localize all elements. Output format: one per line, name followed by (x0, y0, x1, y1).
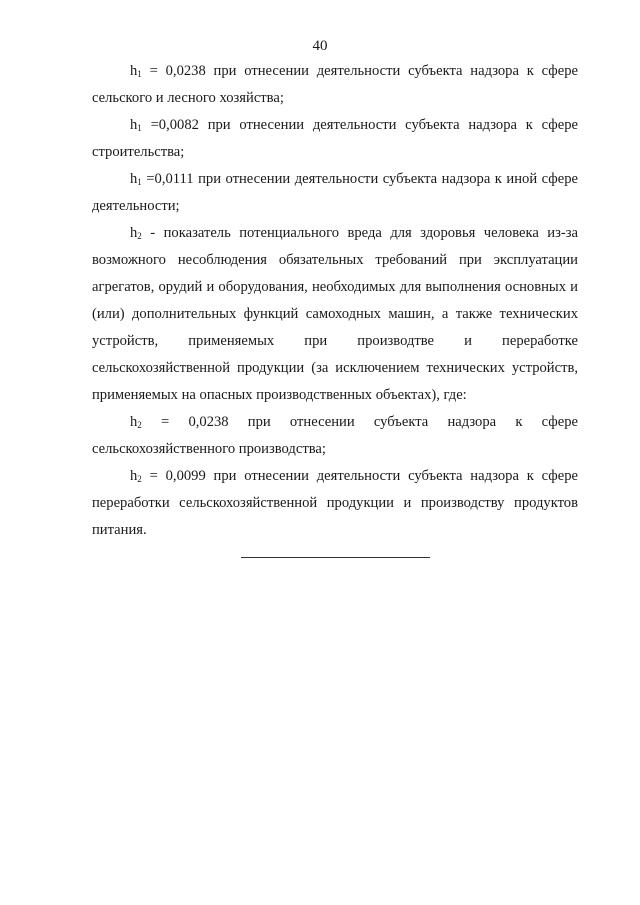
paragraph-text: = 0,0238 при отнесении субъекта надзора к сфере сельскохозяйственного производства; (92, 414, 578, 457)
paragraph-h1-agriculture (92, 58, 578, 112)
paragraph-h2-agriculture-production (92, 409, 578, 463)
paragraph-h1-construction (92, 112, 578, 166)
variable-subscript: 1 (137, 69, 142, 79)
paragraph-text: =0,0111 при отнесении деятельности субъекта надзора к иной сфере деятельности; (92, 171, 578, 214)
paragraph-text: =0,0082 при отнесении деятельности субъекта надзора к сфере строительства; (92, 117, 578, 160)
variable-symbol: h (130, 414, 138, 430)
variable-subscript: 2 (137, 474, 142, 484)
variable-subscript: 2 (137, 231, 142, 241)
page-number: 40 (312, 38, 328, 54)
variable-symbol: h (130, 117, 138, 133)
paragraph-h1-other (92, 166, 578, 220)
variable-subscript: 2 (137, 420, 142, 430)
variable-symbol: h (130, 225, 138, 241)
paragraph-text: - показатель потенциального вреда для здоровья человека из-за возможного несоблюдения обязательных требований при эксплуатации агрегатов, орудий и оборудования, необходимых для выполнения основных и (или) дополнительных функций самоходных машин, а также технических устройств, применяемых при производтве и переработке сельскохозяйственной продукции (за исключением технических устройств, применяемых на опасных производственных объектах), где: (92, 225, 578, 403)
variable-symbol: h (130, 468, 138, 484)
paragraph-text: = 0,0099 при отнесении деятельности субъекта надзора к сфере переработки сельскохозяйственной продукции и производству продуктов питания. (92, 468, 578, 538)
paragraph-h2-food-processing (92, 463, 578, 544)
variable-symbol: h (130, 171, 138, 187)
document-body (92, 58, 578, 544)
variable-symbol: h (130, 63, 138, 79)
variable-subscript: 1 (137, 177, 142, 187)
variable-subscript: 1 (137, 123, 142, 133)
paragraph-h2-definition (92, 220, 578, 409)
closing-divider-line (241, 557, 430, 558)
paragraph-text: = 0,0238 при отнесении деятельности субъекта надзора к сфере сельского и лесного хозяйства; (92, 63, 578, 106)
